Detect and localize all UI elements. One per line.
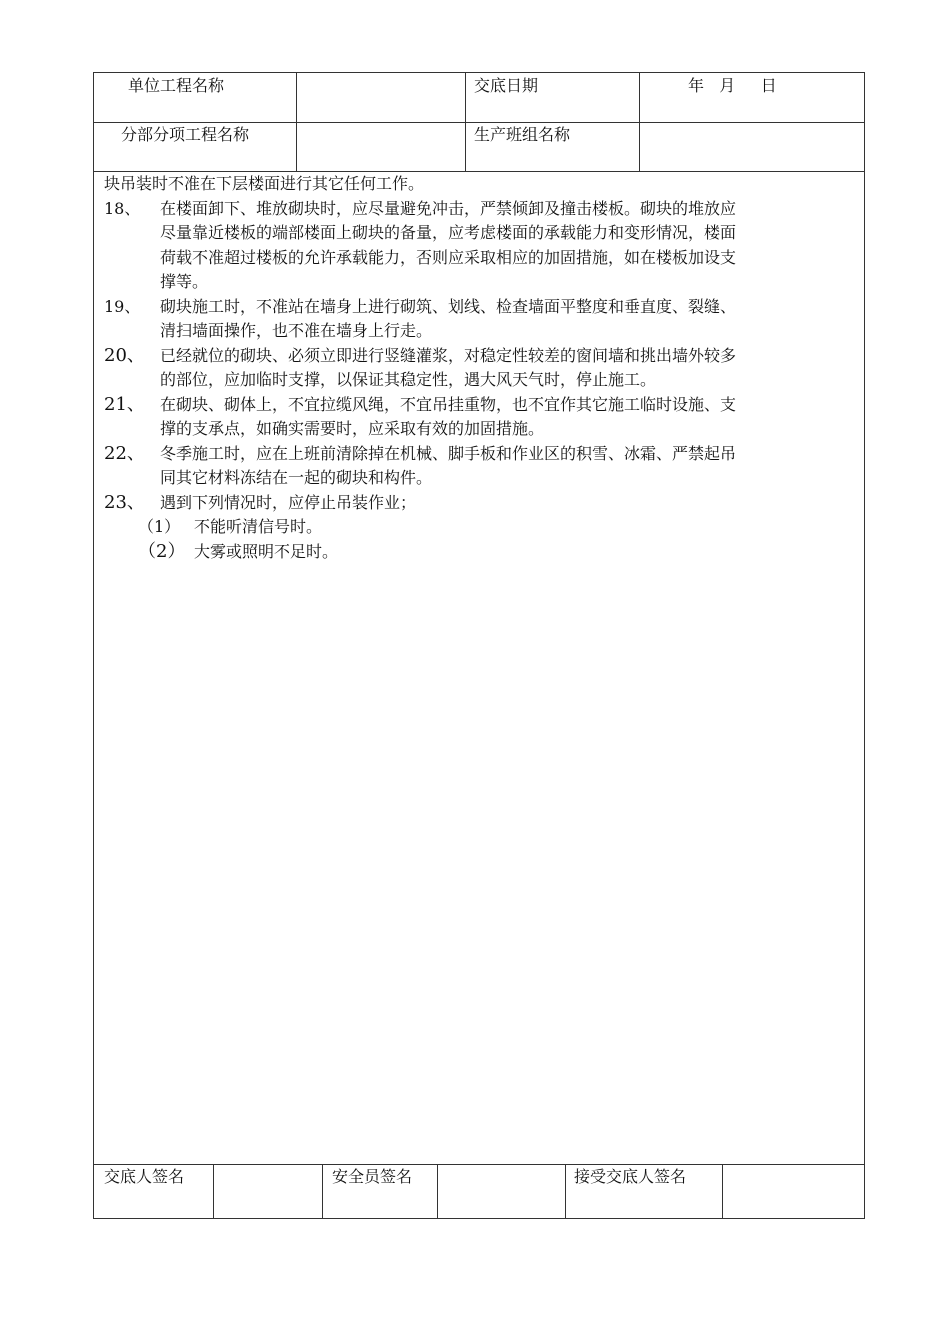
subitem-number: （1） [138, 517, 181, 536]
unit-project-name-label: 单位工程名称 [128, 76, 225, 95]
recipient-signature-label: 接受交底人签名 [574, 1167, 687, 1186]
discloser-signature-label: 交底人签名 [104, 1167, 185, 1186]
footer-col-divider-1 [213, 1164, 214, 1218]
item-text-line: 荷载不准超过楼板的允许承载能力，否则应采取相应的加固措施，如在楼板加设支 [160, 247, 737, 267]
item-text-line: 尽量靠近楼板的端部楼面上砌块的备量，应考虑楼面的承载能力和变形情况，楼面 [160, 223, 737, 242]
team-name-label: 生产班组名称 [474, 125, 571, 144]
item-number: 20、 [104, 344, 145, 366]
item-text-line: 在楼面卸下、堆放砌块时，应尽量避免冲击，严禁倾卸及撞击楼板。砌块的堆放应 [160, 198, 737, 218]
footer-col-divider-4 [565, 1164, 566, 1218]
item-number: 19、 [104, 296, 141, 316]
safety-officer-signature-label: 安全员签名 [332, 1167, 413, 1186]
intro-text: 块吊装时不准在下层楼面进行其它任何工作。 [104, 174, 425, 193]
item-text-line: 的部位，应加临时支撑，以保证其稳定性，遇大风天气时，停止施工。 [160, 370, 657, 389]
item-number: 22、 [104, 442, 145, 464]
item-text-line: 同其它材料冻结在一起的砌块和构件。 [160, 468, 433, 487]
disclosure-date-label: 交底日期 [474, 76, 539, 95]
footer-col-divider-5 [722, 1164, 723, 1218]
subitem-number: （2） [138, 540, 186, 562]
subitem-text: 大雾或照明不足时。 [194, 541, 339, 561]
header-col-divider-1 [296, 73, 297, 171]
footer-col-divider-2 [322, 1164, 323, 1218]
sub-project-name-label: 分部分项工程名称 [121, 125, 250, 144]
item-number: 18、 [104, 198, 141, 218]
item-number: 21、 [104, 393, 145, 415]
item-text-line: 冬季施工时，应在上班前清除掉在机械、脚手板和作业区的积雪、冰霜、严禁起吊 [160, 443, 737, 463]
disclosure-date-value[interactable]: 年 月 日 [688, 76, 777, 95]
item-text-line: 遇到下列情况时，应停止吊装作业； [160, 492, 417, 512]
disclosure-form [93, 72, 865, 1219]
item-text-line: 已经就位的砌块、必须立即进行竖缝灌浆，对稳定性较差的窗间墙和挑出墙外较多 [160, 345, 737, 365]
header-col-divider-3 [639, 73, 640, 171]
footer-col-divider-3 [437, 1164, 438, 1218]
header-row-divider [94, 122, 864, 123]
item-text-line: 砌块施工时，不准站在墙身上进行砌筑、划线、检查墙面平整度和垂直度、裂缝、 [160, 296, 737, 316]
item-number: 23、 [104, 491, 145, 513]
item-text-line: 清扫墙面操作，也不准在墙身上行走。 [160, 321, 433, 340]
header-col-divider-2 [465, 73, 466, 171]
footer-top-border [94, 1164, 864, 1165]
item-text-line: 撑等。 [160, 272, 209, 291]
item-text-line: 在砌块、砌体上，不宜拉缆风绳，不宜吊挂重物，也不宜作其它施工临时设施、支 [160, 394, 737, 414]
item-text-line: 撑的支承点，如确实需要时，应采取有效的加固措施。 [160, 419, 545, 438]
subitem-text: 不能听清信号时。 [194, 517, 323, 536]
